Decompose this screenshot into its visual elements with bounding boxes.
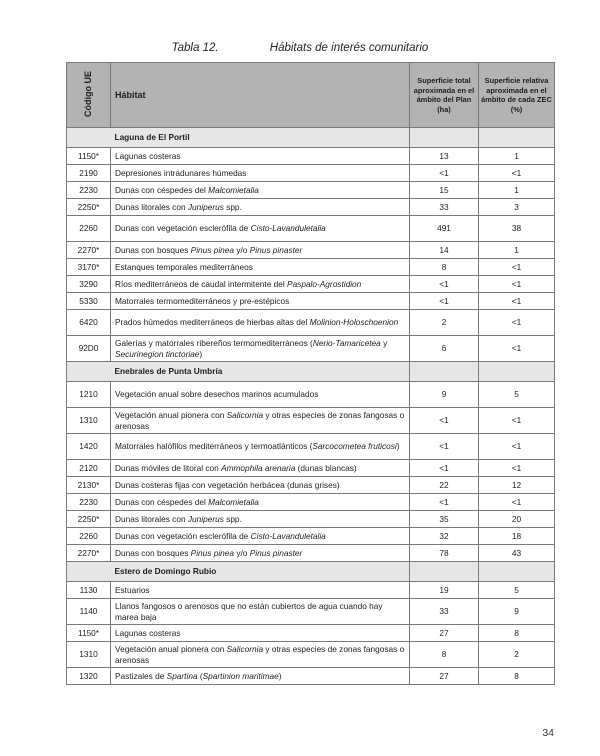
- habitat-name: [111, 434, 410, 460]
- relative-area-value: <1: [479, 408, 555, 434]
- habitat-name-text: (: [197, 670, 203, 681]
- habitat-code: 2120: [67, 460, 111, 477]
- relative-area-value: 1: [479, 148, 555, 165]
- table-number: Tabla 12.: [171, 42, 219, 54]
- header-habitat: Hábitat: [111, 63, 410, 128]
- table-caption: [0, 42, 600, 54]
- habitat-name-text: spp.: [223, 201, 242, 212]
- habitat-name: [111, 148, 410, 165]
- table-row: [67, 599, 555, 625]
- table-row: [67, 216, 555, 242]
- habitat-code: 2260: [67, 216, 111, 242]
- habitat-name-taxon: Cisto-Lavanduletalia: [250, 223, 326, 234]
- habitat-name-text: Dunas con céspedes del: [115, 496, 209, 507]
- habitat-name: [111, 382, 410, 408]
- table-row: [67, 494, 555, 511]
- total-area-value: 8: [410, 642, 479, 668]
- section-row: [67, 562, 555, 582]
- total-area-value: <1: [410, 293, 479, 310]
- habitat-name-text: Galerías y matorrales ribereños termomediterráneos (: [115, 338, 313, 348]
- habitat-code: 2190: [67, 165, 111, 182]
- habitat-code: 6420: [67, 310, 111, 336]
- relative-area-value: 2: [479, 642, 555, 668]
- habitat-name-text: Dunas con bosques: [115, 244, 191, 255]
- habitat-name-taxon: Spartinion maritimae: [202, 670, 279, 681]
- habitat-name: [111, 668, 410, 685]
- section-name: Enebrales de Punta Umbría: [111, 362, 410, 382]
- relative-area-value: <1: [479, 494, 555, 511]
- habitat-name-taxon: Cisto-Lavanduletalia: [250, 530, 326, 541]
- table-row: [67, 242, 555, 259]
- habitat-name-text: Ríos mediterráneos de caudal intermitente del: [115, 278, 288, 289]
- table-row: [67, 642, 555, 668]
- total-area-value: 33: [410, 599, 479, 625]
- habitat-name: [111, 293, 410, 310]
- habitat-code: 92D0: [67, 336, 111, 362]
- relative-area-value: 20: [479, 511, 555, 528]
- total-area-value: 27: [410, 668, 479, 685]
- table-row: [67, 259, 555, 276]
- habitat-name: [111, 599, 410, 625]
- table-row: [67, 165, 555, 182]
- habitat-name: [111, 545, 410, 562]
- habitat-name-taxon: Malcomietalia: [208, 496, 259, 507]
- table-row: [67, 582, 555, 599]
- page-number: 34: [542, 727, 554, 739]
- habitat-name: [111, 408, 410, 434]
- habitat-name-text: Estuarios: [115, 584, 150, 595]
- total-area-value: 8: [410, 259, 479, 276]
- habitat-name: [111, 336, 410, 362]
- relative-area-value: 18: [479, 528, 555, 545]
- habitat-code: 2270*: [67, 242, 111, 259]
- habitat-name: [111, 259, 410, 276]
- habitat-code: 2230: [67, 182, 111, 199]
- habitat-name: [111, 310, 410, 336]
- habitat-code: 1310: [67, 408, 111, 434]
- habitat-code: 1140: [67, 599, 111, 625]
- habitat-name-text: Prados húmedos mediterráneos de hierbas altas del: [115, 317, 310, 328]
- habitat-name-text: Dunas con vegetación esclerófila de: [115, 223, 251, 234]
- habitat-name-text: Estanques temporales mediterráneos: [115, 261, 253, 272]
- relative-area-value: <1: [479, 293, 555, 310]
- table-row: [67, 434, 555, 460]
- total-area-value: 32: [410, 528, 479, 545]
- total-area-value: 33: [410, 199, 479, 216]
- habitat-name-text: Dunas litorales con: [115, 201, 188, 212]
- table-row: [67, 408, 555, 434]
- section-row: [67, 128, 555, 148]
- habitat-name-text: Vegetación anual sobre desechos marinos acumulados: [115, 389, 319, 400]
- habitat-code: 1310: [67, 642, 111, 668]
- habitat-code: 1320: [67, 668, 111, 685]
- habitat-name-text: y/o: [234, 244, 250, 255]
- table-row: [67, 293, 555, 310]
- habitat-name-taxon: Nerio-Tamaricetea: [312, 338, 381, 348]
- relative-area-value: <1: [479, 165, 555, 182]
- habitat-name-text: Llanos fangosos o arenosos que no están cubiertos de agua cuando hay marea baja: [115, 601, 383, 622]
- table-row: [67, 528, 555, 545]
- relative-area-value: 1: [479, 182, 555, 199]
- habitat-name-text: Vegetación anual pionera con: [115, 644, 227, 654]
- relative-area-value: 8: [479, 668, 555, 685]
- habitat-name-text: y/o: [234, 547, 250, 558]
- habitat-name-taxon: Juniperus: [187, 513, 224, 524]
- section-name: Estero de Domingo Rubio: [111, 562, 410, 582]
- habitat-name-taxon: Salicornia: [226, 644, 264, 654]
- habitat-name-text: (dunas blancas): [295, 462, 357, 473]
- habitat-name-taxon: Sarcocometea fruticosi: [312, 441, 397, 452]
- habitat-name-taxon: Paspalo-Agrostidion: [287, 278, 362, 289]
- habitat-name-taxon: Salicornia: [226, 410, 264, 420]
- habitat-name-text: ): [278, 670, 282, 681]
- table-row: [67, 625, 555, 642]
- habitat-name-taxon: Juniperus: [187, 201, 224, 212]
- habitat-name: [111, 182, 410, 199]
- total-area-value: <1: [410, 165, 479, 182]
- habitat-code: 3170*: [67, 259, 111, 276]
- relative-area-value: 5: [479, 582, 555, 599]
- table-header: [67, 63, 555, 128]
- habitat-name: [111, 625, 410, 642]
- total-area-value: <1: [410, 276, 479, 293]
- relative-area-value: 9: [479, 599, 555, 625]
- habitat-code: 1210: [67, 382, 111, 408]
- habitat-code: 2230: [67, 494, 111, 511]
- habitat-name: [111, 642, 410, 668]
- habitat-code: 5330: [67, 293, 111, 310]
- habitat-name: [111, 165, 410, 182]
- relative-area-value: 3: [479, 199, 555, 216]
- habitat-name-text: Lagunas costeras: [115, 627, 181, 638]
- habitat-code: 1150*: [67, 148, 111, 165]
- relative-area-value: 1: [479, 242, 555, 259]
- relative-area-value: 43: [479, 545, 555, 562]
- habitat-code: 2250*: [67, 511, 111, 528]
- total-area-value: 491: [410, 216, 479, 242]
- habitat-name-taxon: Pinus pinea: [190, 547, 235, 558]
- relative-area-value: 12: [479, 477, 555, 494]
- habitat-name: [111, 242, 410, 259]
- total-area-value: <1: [410, 460, 479, 477]
- habitat-name: [111, 216, 410, 242]
- habitat-name-taxon: Molinion-Holoschoenion: [309, 317, 399, 328]
- habitat-name: [111, 511, 410, 528]
- total-area-value: 35: [410, 511, 479, 528]
- total-area-value: <1: [410, 408, 479, 434]
- habitat-name-text: y: [380, 338, 388, 348]
- habitat-name: [111, 494, 410, 511]
- habitat-name-text: Matorrales termomediterráneos y pre-estépicos: [115, 295, 290, 306]
- habitat-name-taxon: Pinus pinaster: [249, 244, 303, 255]
- total-area-value: 19: [410, 582, 479, 599]
- habitat-name-text: y otras especies de zonas fangosas o arenosas: [115, 410, 405, 431]
- habitat-code: 2270*: [67, 545, 111, 562]
- habitat-name-text: Vegetación anual pionera con: [115, 410, 227, 420]
- habitat-name-text: Depresiones intradunares húmedas: [115, 167, 247, 178]
- habitat-name: [111, 477, 410, 494]
- habitat-name-text: ): [199, 348, 203, 359]
- relative-area-value: 5: [479, 382, 555, 408]
- habitat-name-text: Lagunas costeras: [115, 150, 181, 161]
- habitat-name: [111, 528, 410, 545]
- habitat-name-taxon: Malcomietalia: [208, 184, 259, 195]
- relative-area-value: <1: [479, 259, 555, 276]
- habitats-table: [66, 62, 555, 685]
- habitat-code: 3290: [67, 276, 111, 293]
- habitat-name-text: Pastizales de: [115, 670, 167, 681]
- table-row: [67, 276, 555, 293]
- habitat-name-text: Dunas con céspedes del: [115, 184, 209, 195]
- total-area-value: <1: [410, 494, 479, 511]
- habitat-name-text: Dunas con vegetación esclerófila de: [115, 530, 251, 541]
- habitat-name: [111, 276, 410, 293]
- habitat-code: 2260: [67, 528, 111, 545]
- total-area-value: 78: [410, 545, 479, 562]
- section-name: Laguna de El Portil: [111, 128, 410, 148]
- total-area-value: 13: [410, 148, 479, 165]
- habitat-name-text: Dunas con bosques: [115, 547, 191, 558]
- habitat-name-taxon: Pinus pinea: [190, 244, 235, 255]
- table-row: [67, 668, 555, 685]
- relative-area-value: <1: [479, 434, 555, 460]
- habitat-name-taxon: Securinegion tinctoriae: [115, 348, 200, 359]
- table-row: [67, 310, 555, 336]
- relative-area-value: 38: [479, 216, 555, 242]
- total-area-value: <1: [410, 434, 479, 460]
- habitat-name: [111, 460, 410, 477]
- total-area-value: 2: [410, 310, 479, 336]
- habitat-name-taxon: Spartina: [166, 670, 198, 681]
- header-total-area: Superficie total aproximada en el ámbito del Plan (ha): [410, 63, 479, 128]
- table-row: [67, 148, 555, 165]
- table-row: [67, 199, 555, 216]
- relative-area-value: <1: [479, 276, 555, 293]
- table-title: Hábitats de interés comunitario: [269, 42, 429, 54]
- habitat-code: 2130*: [67, 477, 111, 494]
- table-row: [67, 382, 555, 408]
- table-row: [67, 477, 555, 494]
- habitat-code: 1150*: [67, 625, 111, 642]
- habitat-name-taxon: Pinus pinaster: [249, 547, 303, 558]
- table-row: [67, 511, 555, 528]
- habitat-name-text: ): [396, 441, 400, 452]
- habitat-name-text: Dunas móviles de litoral con: [115, 462, 222, 473]
- total-area-value: 6: [410, 336, 479, 362]
- habitat-code: 1130: [67, 582, 111, 599]
- habitat-code: 1420: [67, 434, 111, 460]
- relative-area-value: 8: [479, 625, 555, 642]
- total-area-value: 9: [410, 382, 479, 408]
- total-area-value: 15: [410, 182, 479, 199]
- table-row: [67, 545, 555, 562]
- habitat-name-text: Dunas costeras fijas con vegetación herbácea (dunas grises): [115, 479, 340, 490]
- relative-area-value: <1: [479, 310, 555, 336]
- habitat-name-text: Dunas litorales con: [115, 513, 188, 524]
- total-area-value: 27: [410, 625, 479, 642]
- habitat-name-text: Matorrales halófilos mediterráneos y termoatlánticos (: [115, 441, 313, 452]
- habitat-code: 2250*: [67, 199, 111, 216]
- table-row: [67, 182, 555, 199]
- header-relative-area: Superficie relativa aproximada en el ámbito de cada ZEC (%): [479, 63, 555, 128]
- relative-area-value: <1: [479, 460, 555, 477]
- header-code: Código UE: [67, 63, 111, 128]
- habitat-name-taxon: Ammophila arenaria: [221, 462, 296, 473]
- habitat-name-text: y otras especies de zonas fangosas o arenosas: [115, 644, 405, 665]
- total-area-value: 14: [410, 242, 479, 259]
- table-row: [67, 336, 555, 362]
- total-area-value: 22: [410, 477, 479, 494]
- habitat-name-text: spp.: [223, 513, 242, 524]
- habitat-name: [111, 582, 410, 599]
- habitat-name: [111, 199, 410, 216]
- section-row: [67, 362, 555, 382]
- relative-area-value: <1: [479, 336, 555, 362]
- table-row: [67, 460, 555, 477]
- table-body: [67, 128, 555, 685]
